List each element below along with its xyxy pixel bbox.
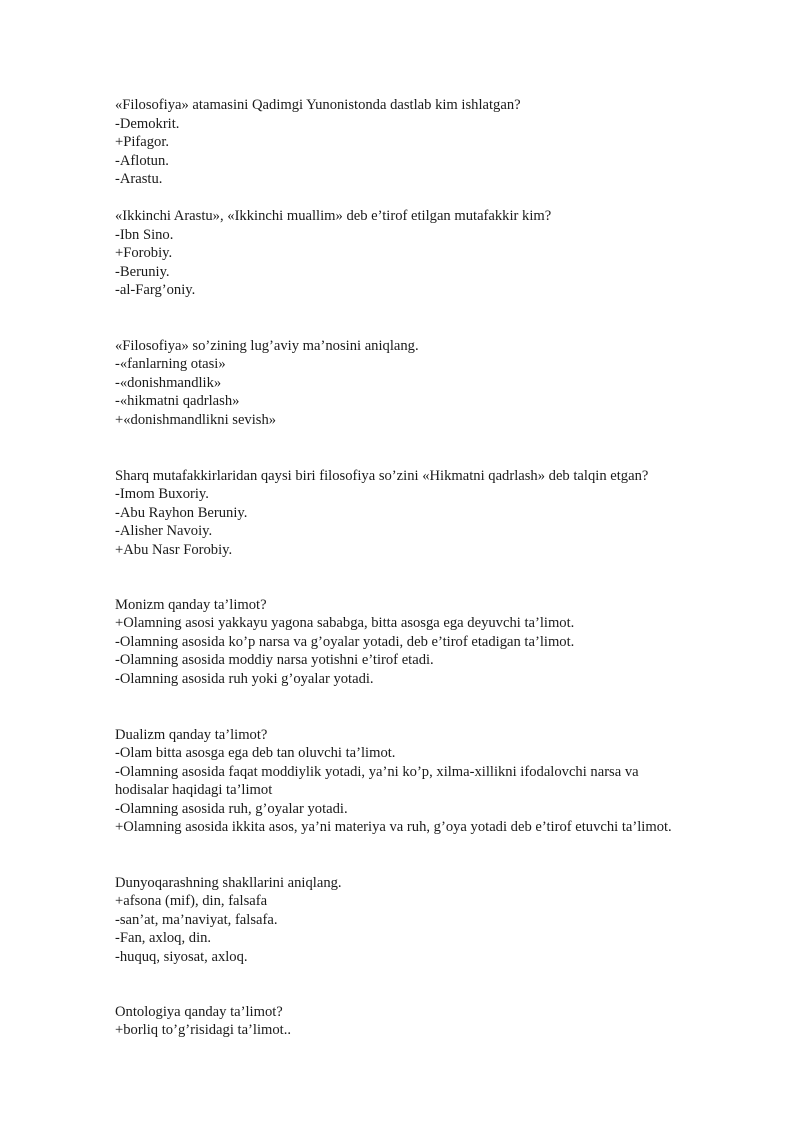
question-4-option-4: +Abu Nasr Forobiy. [115,542,233,558]
question-5-option-3: -Olamning asosida moddiy narsa yotishni e’tirof etadi. [115,652,434,668]
question-6-option-3: -Olamning asosida ruh, g’oyalar yotadi. [115,801,348,817]
question-2-option-1: -Ibn Sino. [115,227,174,243]
question-2-option-3: -Beruniy. [115,264,170,280]
question-7-option-3: -Fan, axloq, din. [115,930,212,946]
question-4-text: Sharq mutafakkirlaridan qaysi biri filosofiya so’zini «Hikmatni qadrlash» deb talqin etgan? [115,468,649,484]
question-2-option-4: -al-Farg’oniy. [115,282,196,298]
question-5-option-4: -Olamning asosida ruh yoki g’oyalar yotadi. [115,671,374,687]
question-3-option-4: +«donishmandlikni sevish» [115,412,277,428]
question-2-option-2: +Forobiy. [115,245,173,261]
question-4-option-1: -Imom Buxoriy. [115,486,209,502]
question-1-text: «Filosofiya» atamasini Qadimgi Yunonistonda dastlab kim ishlatgan? [115,97,521,113]
question-6-option-2: -Olamning asosida faqat moddiylik yotadi, ya’ni ko’p, xilma-xillikni ifodalovchi narsa va [115,764,639,780]
question-8-text: Ontologiya qanday ta’limot? [115,1004,283,1020]
question-7-text: Dunyoqarashning shakllarini aniqlang. [115,875,342,891]
question-3-text: «Filosofiya» so’zining lug’aviy ma’nosini aniqlang. [115,338,419,354]
question-1-option-4: -Arastu. [115,171,163,187]
question-6-option-4: +Olamning asosida ikkita asos, ya’ni materiya va ruh, g’oya yotadi deb e’tirof etuvchi ta’limot. [115,819,672,835]
question-6-option-1: -Olam bitta asosga ega deb tan oluvchi ta’limot. [115,745,396,761]
question-3-option-3: -«hikmatni qadrlash» [115,393,240,409]
question-3-option-1: -«fanlarning otasi» [115,356,226,372]
question-1-option-1: -Demokrit. [115,116,180,132]
question-6-text: Dualizm qanday ta’limot? [115,727,268,743]
question-5-text: Monizm qanday ta’limot? [115,597,267,613]
question-1-option-3: -Aflotun. [115,153,169,169]
question-5-option-1: +Olamning asosi yakkayu yagona sababga, bitta asosga ega deyuvchi ta’limot. [115,615,575,631]
question-7-option-1: +afsona (mif), din, falsafa [115,893,268,909]
question-4-option-3: -Alisher Navoiy. [115,523,213,539]
question-5-option-2: -Olamning asosida ko’p narsa va g’oyalar yotadi, deb e’tirof etadigan ta’limot. [115,634,575,650]
question-2-text: «Ikkinchi Arastu», «Ikkinchi muallim» deb e’tirof etilgan mutafakkir kim? [115,208,552,224]
question-7-option-2: -san’at, ma’naviyat, falsafa. [115,912,278,928]
question-1-option-2: +Pifagor. [115,134,170,150]
question-4-option-2: -Abu Rayhon Beruniy. [115,505,248,521]
question-7-option-4: -huquq, siyosat, axloq. [115,949,248,965]
question-3-option-2: -«donishmandlik» [115,375,222,391]
question-6-option-2-continued: hodisalar haqidagi ta’limot [115,782,273,798]
question-8-option-1: +borliq to’g’risidagi ta’limot.. [115,1022,292,1038]
